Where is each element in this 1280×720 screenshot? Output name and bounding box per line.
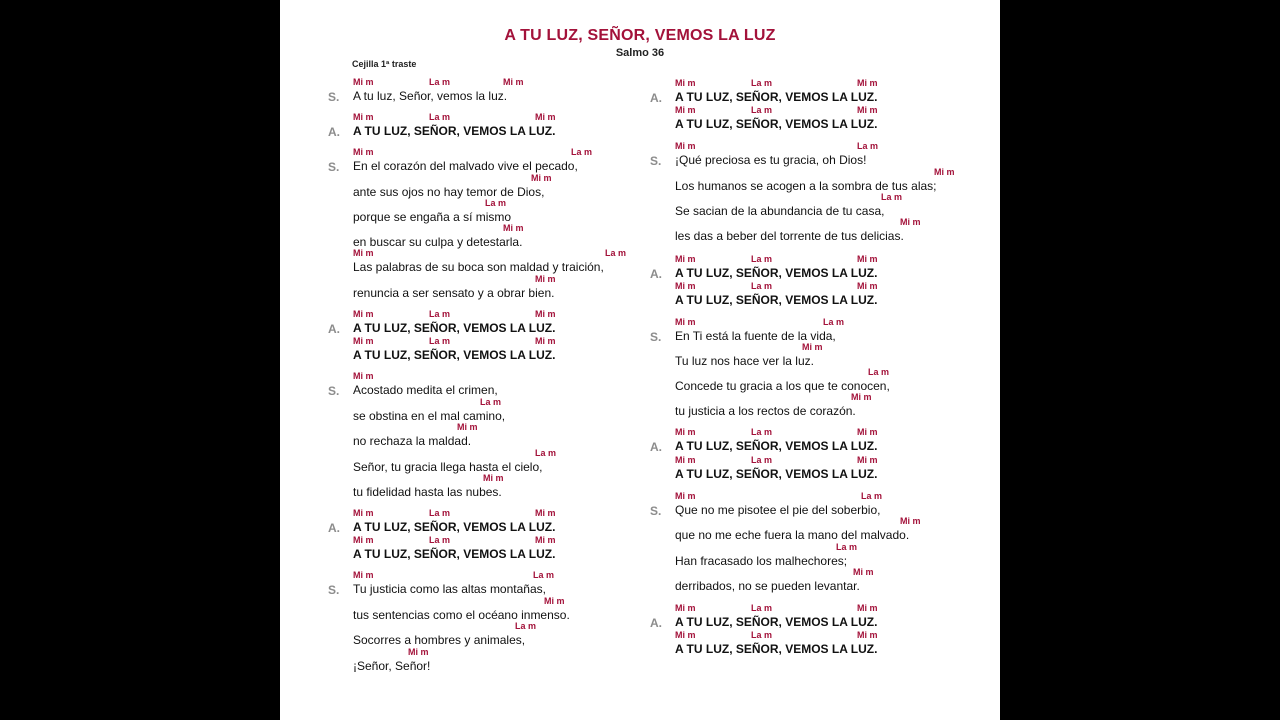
chord-label: Mi m	[675, 78, 696, 88]
chord-label: La m	[429, 309, 451, 319]
line-marker: A.	[650, 440, 662, 454]
line-marker: S.	[328, 160, 340, 174]
chord-label: La m	[751, 281, 773, 291]
lyric-line	[650, 217, 990, 248]
lyric-text: tus sentencias como el océano inmenso.	[353, 608, 570, 622]
chord-label: Mi m	[353, 508, 374, 518]
chord-label: La m	[480, 397, 502, 407]
chord-label: La m	[533, 570, 555, 580]
chord-label: Mi m	[857, 427, 878, 437]
chord-label: Mi m	[353, 570, 374, 580]
chord-label: Mi m	[535, 535, 556, 545]
chord-label: La m	[751, 105, 773, 115]
line-marker: A.	[650, 91, 662, 105]
lyric-text: A TU LUZ, SEÑOR, VEMOS LA LUZ.	[675, 439, 878, 453]
lyric-text: Se sacian de la abundancia de tu casa,	[675, 204, 885, 218]
chord-label: Mi m	[900, 516, 921, 526]
chord-label: La m	[881, 192, 903, 202]
lyric-text: Acostado medita el crimen,	[353, 383, 498, 397]
chord-label: Mi m	[900, 217, 921, 227]
chord-label: Mi m	[675, 455, 696, 465]
lyric-text: A TU LUZ, SEÑOR, VEMOS LA LUZ.	[353, 321, 556, 335]
chord-label: La m	[751, 254, 773, 264]
lyric-text: tu justicia a los rectos de corazón.	[675, 404, 856, 418]
lyric-line	[328, 397, 668, 428]
lyric-text: Que no me pisotee el pie del soberbio,	[675, 503, 881, 517]
lyric-text: Tu luz nos hace ver la luz.	[675, 354, 814, 368]
chord-label: Mi m	[353, 535, 374, 545]
lyric-line	[650, 192, 990, 223]
chord-label: Mi m	[857, 455, 878, 465]
chord-label: Mi m	[353, 371, 374, 381]
lyric-text: porque se engaña a sí mismo	[353, 210, 512, 224]
line-marker: S.	[328, 384, 340, 398]
lyric-text: A TU LUZ, SEÑOR, VEMOS LA LUZ.	[675, 266, 878, 280]
chord-label: La m	[751, 427, 773, 437]
chord-label: Mi m	[675, 105, 696, 115]
chord-label: La m	[605, 248, 627, 258]
line-marker: S.	[328, 583, 340, 597]
chord-label: Mi m	[353, 147, 374, 157]
lyric-line	[650, 427, 990, 458]
chord-label: Mi m	[353, 336, 374, 346]
chord-label: La m	[861, 491, 883, 501]
lyric-text: Las palabras de su boca son maldad y traición,	[353, 260, 604, 274]
chord-label: La m	[429, 535, 451, 545]
chord-label: Mi m	[353, 77, 374, 87]
chord-label: Mi m	[535, 274, 556, 284]
lyric-line	[650, 342, 990, 373]
chord-label: Mi m	[851, 392, 872, 402]
chord-label: La m	[857, 141, 879, 151]
lyric-text: A TU LUZ, SEÑOR, VEMOS LA LUZ.	[353, 348, 556, 362]
chord-label: La m	[751, 603, 773, 613]
lyric-line	[328, 535, 668, 566]
chord-label: La m	[836, 542, 858, 552]
lyric-line	[650, 105, 990, 136]
line-marker: A.	[328, 125, 340, 139]
line-marker: A.	[650, 267, 662, 281]
line-marker: S.	[650, 504, 662, 518]
lyric-line	[328, 274, 668, 305]
lyric-text: A TU LUZ, SEÑOR, VEMOS LA LUZ.	[675, 117, 878, 131]
lyric-line	[328, 198, 668, 229]
lyric-line	[650, 491, 990, 522]
lyric-text: Señor, tu gracia llega hasta el cielo,	[353, 460, 543, 474]
lyric-line	[650, 567, 990, 598]
chord-label: Mi m	[802, 342, 823, 352]
chord-label: Mi m	[857, 105, 878, 115]
chord-label: La m	[751, 630, 773, 640]
lyric-line	[328, 147, 668, 178]
lyric-text: se obstina en el mal camino,	[353, 409, 506, 423]
song-subtitle: Salmo 36	[615, 47, 665, 59]
chord-label: Mi m	[535, 309, 556, 319]
lyric-text: tu fidelidad hasta las nubes.	[353, 485, 502, 499]
lyrics-sheet	[280, 0, 1000, 720]
lyric-text: A TU LUZ, SEÑOR, VEMOS LA LUZ.	[675, 293, 878, 307]
lyric-text: A tu luz, Señor, vemos la luz.	[353, 89, 508, 103]
line-marker: A.	[650, 616, 662, 630]
chord-label: Mi m	[675, 254, 696, 264]
chord-label: Mi m	[857, 78, 878, 88]
chord-label: Mi m	[353, 112, 374, 122]
lyric-text: A TU LUZ, SEÑOR, VEMOS LA LUZ.	[675, 467, 878, 481]
chord-label: La m	[868, 367, 890, 377]
lyric-line	[328, 422, 668, 453]
lyric-line	[328, 112, 668, 143]
lyric-line	[650, 516, 990, 547]
lyric-line	[650, 367, 990, 398]
lyric-line	[328, 508, 668, 539]
lyric-line	[650, 455, 990, 486]
lyric-line	[650, 78, 990, 109]
lyric-text: Tu justicia como las altas montañas,	[353, 582, 546, 596]
lyric-text: A TU LUZ, SEÑOR, VEMOS LA LUZ.	[675, 90, 878, 104]
lyric-line	[650, 254, 990, 285]
chord-label: La m	[751, 455, 773, 465]
lyric-line	[328, 309, 668, 340]
lyric-text: Han fracasado los malhechores;	[675, 554, 848, 568]
lyric-text: En el corazón del malvado vive el pecado,	[353, 159, 578, 173]
lyric-text: Concede tu gracia a los que te conocen,	[675, 379, 890, 393]
line-marker: S.	[650, 330, 662, 344]
lyric-line	[328, 647, 668, 678]
chord-label: Mi m	[857, 603, 878, 613]
chord-label: Mi m	[675, 603, 696, 613]
chord-label: La m	[429, 336, 451, 346]
chord-label: Mi m	[675, 491, 696, 501]
lyric-text: renuncia a ser sensato y a obrar bien.	[353, 286, 555, 300]
chord-label: Mi m	[857, 254, 878, 264]
lyric-text: A TU LUZ, SEÑOR, VEMOS LA LUZ.	[675, 615, 878, 629]
lyric-line	[650, 281, 990, 312]
line-marker: A.	[328, 521, 340, 535]
chord-label: Mi m	[353, 248, 374, 258]
chord-label: Mi m	[531, 173, 552, 183]
chord-label: Mi m	[675, 317, 696, 327]
chord-label: La m	[535, 448, 557, 458]
line-marker: A.	[328, 322, 340, 336]
lyric-line	[650, 167, 990, 198]
chord-label: La m	[515, 621, 537, 631]
lyric-text: no rechaza la maldad.	[353, 434, 472, 448]
lyric-text: A TU LUZ, SEÑOR, VEMOS LA LUZ.	[353, 547, 556, 561]
chord-label: La m	[571, 147, 593, 157]
chord-label: Mi m	[457, 422, 478, 432]
lyric-line	[328, 596, 668, 627]
chord-label: La m	[429, 508, 451, 518]
lyric-text: A TU LUZ, SEÑOR, VEMOS LA LUZ.	[675, 642, 878, 656]
chord-label: Mi m	[857, 281, 878, 291]
chord-label: La m	[823, 317, 845, 327]
chord-label: Mi m	[675, 630, 696, 640]
song-title: A TU LUZ, SEÑOR, VEMOS LA LUZ	[504, 27, 776, 44]
chord-label: Mi m	[675, 141, 696, 151]
lyric-text: ante sus ojos no hay temor de Dios,	[353, 185, 545, 199]
chord-label: Mi m	[353, 309, 374, 319]
lyric-text: A TU LUZ, SEÑOR, VEMOS LA LUZ.	[353, 124, 556, 138]
lyric-line	[650, 630, 990, 661]
chord-label: Mi m	[853, 567, 874, 577]
lyric-line	[328, 570, 668, 601]
lyric-text: Los humanos se acogen a la sombra de tus alas;	[675, 179, 937, 193]
chord-label: Mi m	[503, 223, 524, 233]
lyric-text: ¡Qué preciosa es tu gracia, oh Dios!	[675, 153, 867, 167]
lyric-text: en buscar su culpa y detestarla.	[353, 235, 523, 249]
lyric-text: En Ti está la fuente de la vida,	[675, 329, 836, 343]
lyric-line	[650, 542, 990, 573]
chord-label: La m	[429, 77, 451, 87]
chord-label: Mi m	[934, 167, 955, 177]
chord-label: Mi m	[857, 630, 878, 640]
chord-label: Mi m	[544, 596, 565, 606]
chord-label: Mi m	[535, 112, 556, 122]
capo-note: Cejilla 1ª traste	[352, 59, 417, 69]
chord-label: La m	[751, 78, 773, 88]
chord-label: Mi m	[408, 647, 429, 657]
chord-label: La m	[429, 112, 451, 122]
lyric-line	[328, 248, 668, 279]
chord-label: La m	[485, 198, 507, 208]
line-marker: S.	[328, 90, 340, 104]
lyric-line	[328, 621, 668, 652]
line-marker: S.	[650, 154, 662, 168]
lyric-text: Socorres a hombres y animales,	[353, 633, 526, 647]
chord-label: Mi m	[675, 427, 696, 437]
lyric-line	[328, 77, 668, 108]
lyric-text: ¡Señor, Señor!	[353, 659, 431, 673]
lyric-line	[328, 336, 668, 367]
lyric-line	[650, 392, 990, 423]
chord-label: Mi m	[535, 336, 556, 346]
chord-label: Mi m	[483, 473, 504, 483]
lyric-text: que no me eche fuera la mano del malvado.	[675, 528, 910, 542]
chord-label: Mi m	[535, 508, 556, 518]
lyric-line	[328, 473, 668, 504]
chord-label: Mi m	[675, 281, 696, 291]
lyric-text: les das a beber del torrente de tus delicias.	[675, 229, 904, 243]
lyric-text: derribados, no se pueden levantar.	[675, 579, 860, 593]
lyric-text: A TU LUZ, SEÑOR, VEMOS LA LUZ.	[353, 520, 556, 534]
lyric-line	[650, 603, 990, 634]
chord-label: Mi m	[503, 77, 524, 87]
